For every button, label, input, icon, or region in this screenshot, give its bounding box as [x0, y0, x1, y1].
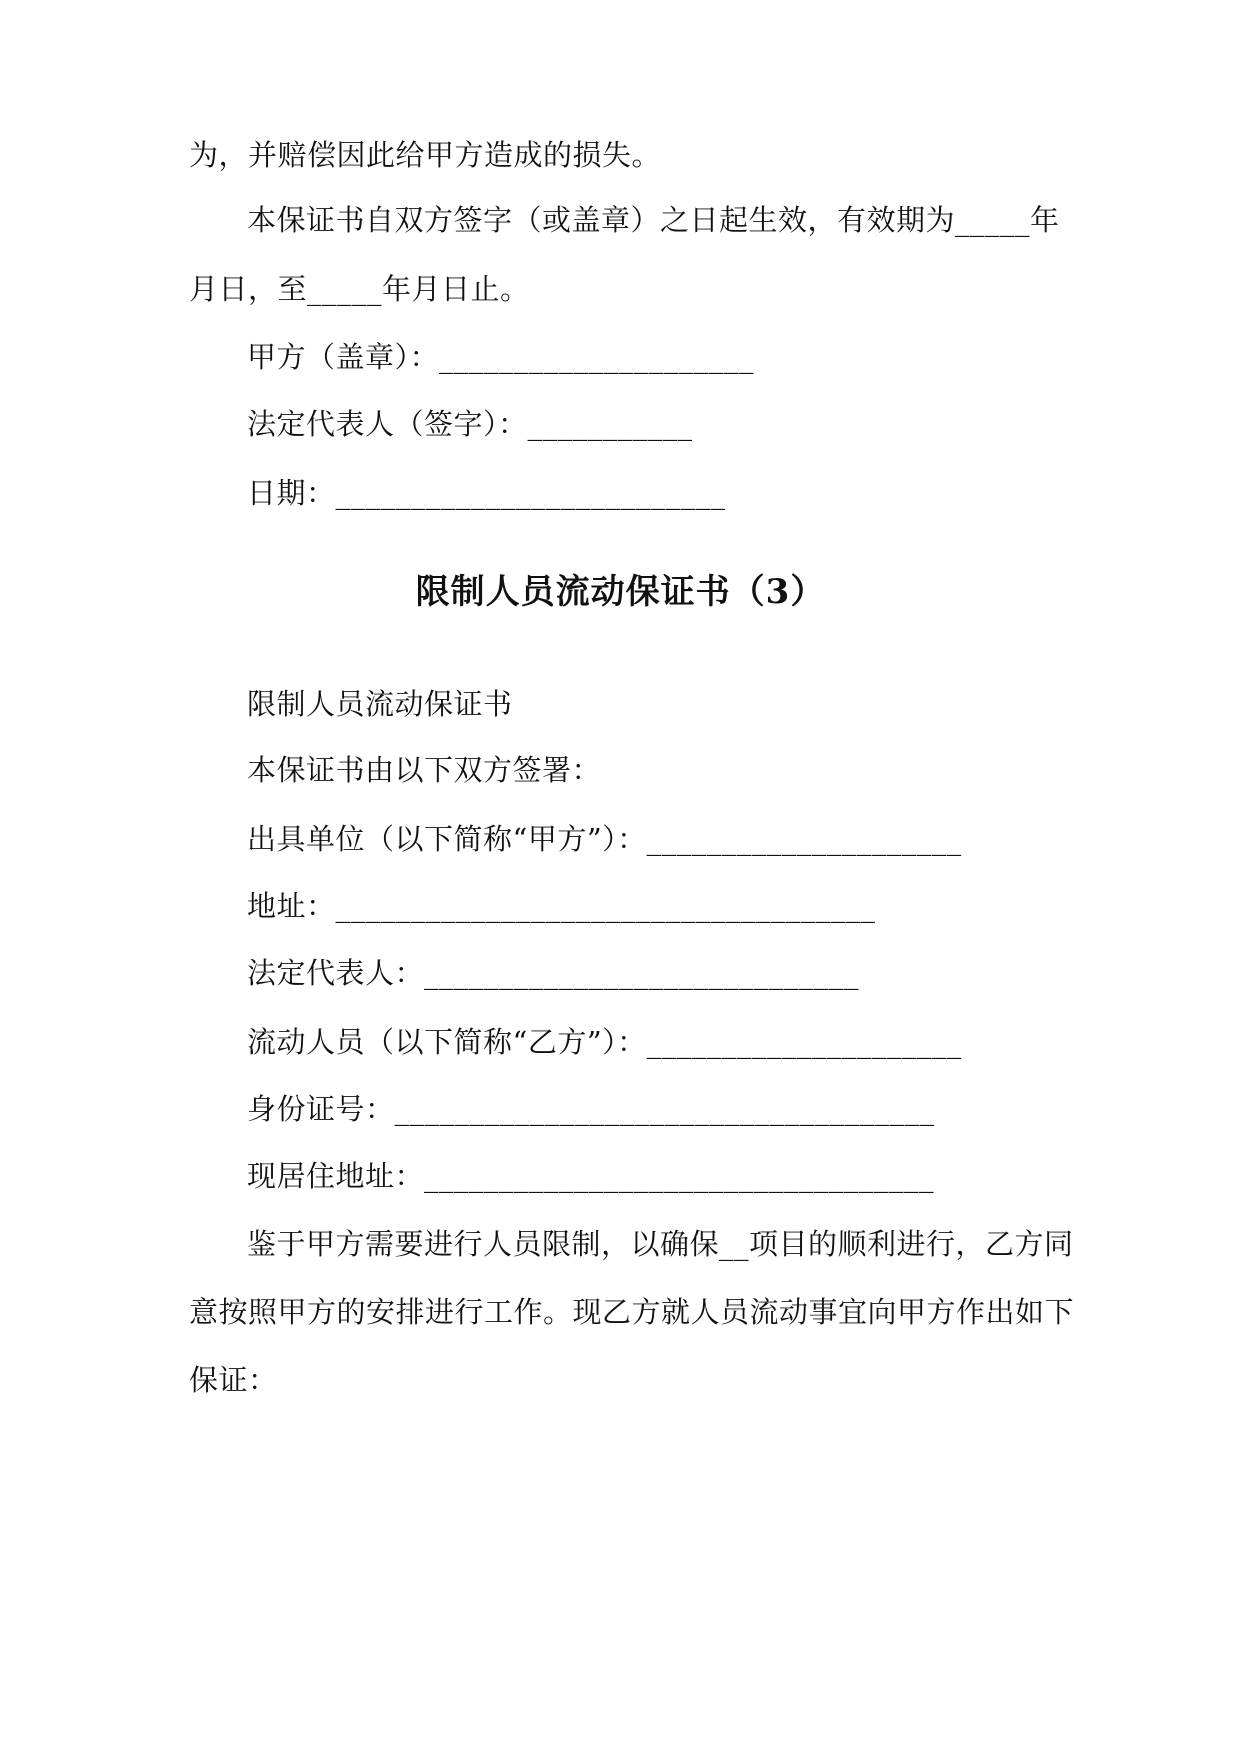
- section-title: 限制人员流动保证书（3）: [415, 572, 826, 612]
- date-field: 日期：__________________________: [247, 476, 726, 510]
- continuation-text: 为，并赔偿因此给甲方造成的损失。: [189, 138, 662, 172]
- address-field: 地址：____________________________________: [247, 889, 876, 923]
- residence-address-field: 现居住地址：__________________________________: [247, 1159, 935, 1193]
- document-name: 限制人员流动保证书: [247, 687, 513, 721]
- legal-representative-field: 法定代表人：_____________________________: [247, 956, 860, 990]
- issuer-field: 出具单位（以下简称“甲方”）：_____________________: [247, 822, 962, 856]
- whereas-clause-line-3: 保证：: [189, 1363, 278, 1397]
- party-a-seal-field: 甲方（盖章）：_____________________: [247, 340, 755, 374]
- validity-clause-line-2: 月日，至_____年月日止。: [189, 272, 530, 306]
- whereas-clause-line-2: 意按照甲方的安排进行工作。现乙方就人员流动事宜向甲方作出如下: [189, 1295, 1075, 1329]
- mobile-personnel-field: 流动人员（以下简称“乙方”）：_____________________: [247, 1025, 962, 1059]
- signatories-intro: 本保证书由以下双方签署：: [247, 753, 602, 787]
- whereas-clause-line-1: 鉴于甲方需要进行人员限制，以确保__项目的顺利进行，乙方同: [247, 1227, 1074, 1261]
- validity-clause-line-1: 本保证书自双方签字（或盖章）之日起生效，有效期为_____年: [247, 203, 1060, 237]
- legal-rep-signature-field: 法定代表人（签字）：___________: [247, 407, 693, 441]
- id-number-field: 身份证号：____________________________________: [247, 1092, 935, 1126]
